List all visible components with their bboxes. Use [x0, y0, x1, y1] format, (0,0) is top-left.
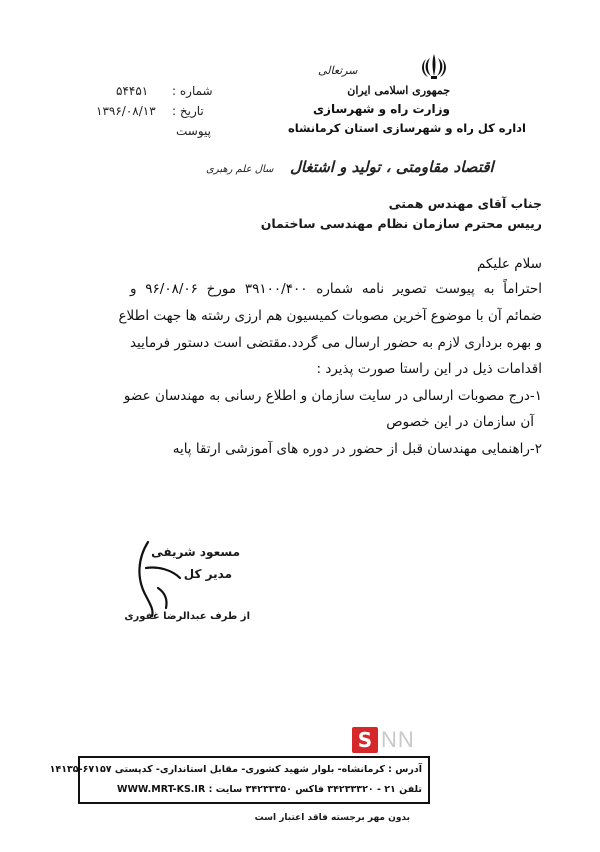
- footer-phone: تلفن ۲۱ - ۳۴۲۳۳۳۲۰ فاکس ۳۴۲۳۳۳۵۰ سایت : WWW.MRT-KS.IR: [116, 784, 422, 795]
- signatory-name: مسعود شریفی: [151, 545, 240, 559]
- signatory-title: مدیر کل: [183, 567, 232, 581]
- slogan-main: اقتصاد مقاومتی ، تولید و اشتغال: [290, 158, 494, 176]
- org-line-1: جمهوری اسلامی ایران: [347, 84, 450, 97]
- footer-box: [49, 756, 430, 804]
- letter-number: ۵۴۴۵۱: [116, 84, 149, 98]
- body-line: و بهره برداری لازم به حضور ارسال می گردد.مقتضی است دستور فرمایید: [129, 335, 542, 351]
- body-line: احتراماً به پیوست تصویر نامه شماره ۳۹۱۰۰/۴۰۰ مورخ ۹۶/۰۸/۰۶ و: [130, 281, 542, 297]
- body-line: ضمائم آن با موضوع آخرین مصوبات کمیسیون هم ارزی رشته ها جهت اطلاع: [118, 308, 542, 324]
- on-behalf-line: از طرف عبدالرضا غفوری: [124, 611, 250, 622]
- snn-watermark: [352, 727, 415, 753]
- org-line-2: وزارت راه و شهرسازی: [313, 102, 450, 116]
- body-line: ۱-درج مصوبات ارسالی در سایت سازمان و اطلاع رسانی به مهندسان عضو: [123, 388, 542, 404]
- snn-logo-text: NN: [381, 727, 415, 752]
- attachment-label: پیوست: [176, 124, 211, 138]
- body-line: آن سازمان در این خصوص: [386, 414, 534, 430]
- body-line: اقدامات ذیل در این راستا صورت پذیرد :: [316, 361, 542, 377]
- iran-emblem-icon: [418, 52, 450, 80]
- org-line-3: اداره کل راه و شهرسازی استان کرمانشاه: [288, 121, 526, 135]
- classification-mark: سرتعالی: [318, 64, 358, 77]
- snn-logo-icon: S: [352, 727, 378, 753]
- recipient-title: رییس محترم سازمان نظام مهندسی ساختمان: [260, 216, 542, 231]
- number-label: شماره :: [172, 84, 213, 98]
- recipient-name: جناب آقای مهندس همتی: [388, 196, 542, 211]
- greeting: سلام علیکم: [476, 256, 542, 272]
- letter-date: ۱۳۹۶/۰۸/۱۳: [96, 104, 156, 118]
- footer-address: آدرس : کرمانشاه- بلوار شهید کشوری- مقابل استانداری- کدپستی ۶۷۱۵۷-۱۴۱۳۵: [49, 764, 422, 775]
- date-label: تاریخ :: [172, 104, 204, 118]
- body-line: ۲-راهنمایی مهندسان قبل از حضور در دوره های آموزشی ارتقا پایه: [172, 441, 542, 457]
- slogan-small: سال علم رهبری: [206, 164, 274, 175]
- footer-note: بدون مهر برجسته فاقد اعتبار است: [254, 813, 410, 823]
